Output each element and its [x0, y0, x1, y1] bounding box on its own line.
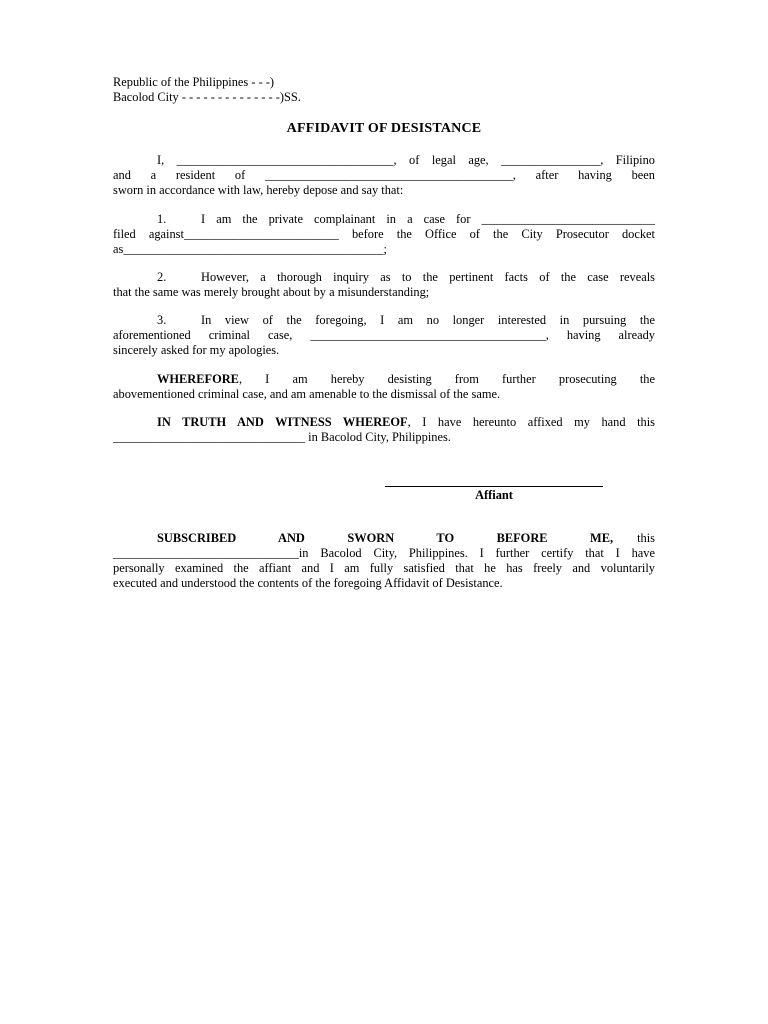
jurat-line-3: personally examined the affiant and I am fully satisfied that he has freely and voluntarily [113, 561, 655, 575]
paragraph-3-line-3: sincerely asked for my apologies. [113, 343, 280, 357]
wherefore-paragraph [113, 372, 655, 402]
paragraph-2 [113, 270, 655, 300]
paragraph-2-number: 2. [157, 270, 167, 284]
wherefore-line-2: abovementioned criminal case, and am amenable to the dismissal of the same. [113, 387, 501, 401]
jurat-this: this [637, 531, 655, 545]
paragraph-3-text-1: In view of the foregoing, I am no longer interested in pursuing the [201, 313, 655, 327]
witness-paragraph [113, 415, 655, 445]
intro-line-2: and a resident of ________________________________________, after having been [113, 168, 655, 182]
jurat-line-4: executed and understood the contents of the foregoing Affidavit of Desistance. [113, 576, 503, 590]
paragraph-1-text-1: I am the private complainant in a case for ____________________________ [201, 212, 655, 226]
paragraph-3-line-2: aforementioned criminal case, ______________________________________, having already [113, 328, 655, 342]
wherefore-lead: WHEREFORE [157, 372, 239, 386]
affiant-signature-line [385, 486, 603, 487]
paragraph-3-line-1 [113, 313, 655, 328]
intro-line-3: sworn in accordance with law, hereby depose and say that: [113, 183, 404, 197]
jurat-line-1 [113, 531, 655, 546]
paragraph-3 [113, 313, 655, 358]
witness-lead: IN TRUTH AND WITNESS WHEREOF [157, 415, 408, 429]
paragraph-2-line-1 [113, 270, 655, 285]
jurat-paragraph [113, 531, 655, 591]
intro-paragraph [113, 153, 655, 198]
venue-line-republic: Republic of the Philippines - - -) [113, 75, 275, 89]
paragraph-1-number: 1. [157, 212, 167, 226]
affiant-label: Affiant [475, 488, 513, 502]
intro-line-1: I, ___________________________________, of legal age, ________________, Filipino [157, 153, 655, 167]
venue-header [113, 75, 655, 105]
wherefore-line-1 [113, 372, 655, 387]
paragraph-2-text-1: However, a thorough inquiry as to the pertinent facts of the case reveals [201, 270, 655, 284]
venue-line-city: Bacolod City - - - - - - - - - - - - - -)SS. [113, 90, 301, 104]
paragraph-2-line-2: that the same was merely brought about by a misunderstanding; [113, 285, 430, 299]
document-title: AFFIDAVIT OF DESISTANCE [286, 121, 482, 136]
jurat-lead: SUBSCRIBED AND SWORN TO BEFORE ME, [157, 531, 614, 545]
paragraph-3-number: 3. [157, 313, 167, 327]
wherefore-text-1: , I am hereby desisting from further prosecuting the [238, 372, 655, 386]
paragraph-1 [113, 212, 655, 257]
paragraph-1-line-3: as__________________________________________; [113, 242, 387, 256]
witness-line-2: _______________________________ in Bacolod City, Philippines. [113, 430, 451, 444]
witness-line-1 [113, 415, 655, 430]
paragraph-1-line-2: filed against_________________________ before the Office of the City Prosecutor docket [113, 227, 655, 241]
jurat-line-2: ______________________________in Bacolod City, Philippines. I further certify that I have [113, 546, 655, 560]
witness-text-1: , I have hereunto affixed my hand this [407, 415, 656, 429]
paragraph-1-line-1 [113, 212, 655, 227]
